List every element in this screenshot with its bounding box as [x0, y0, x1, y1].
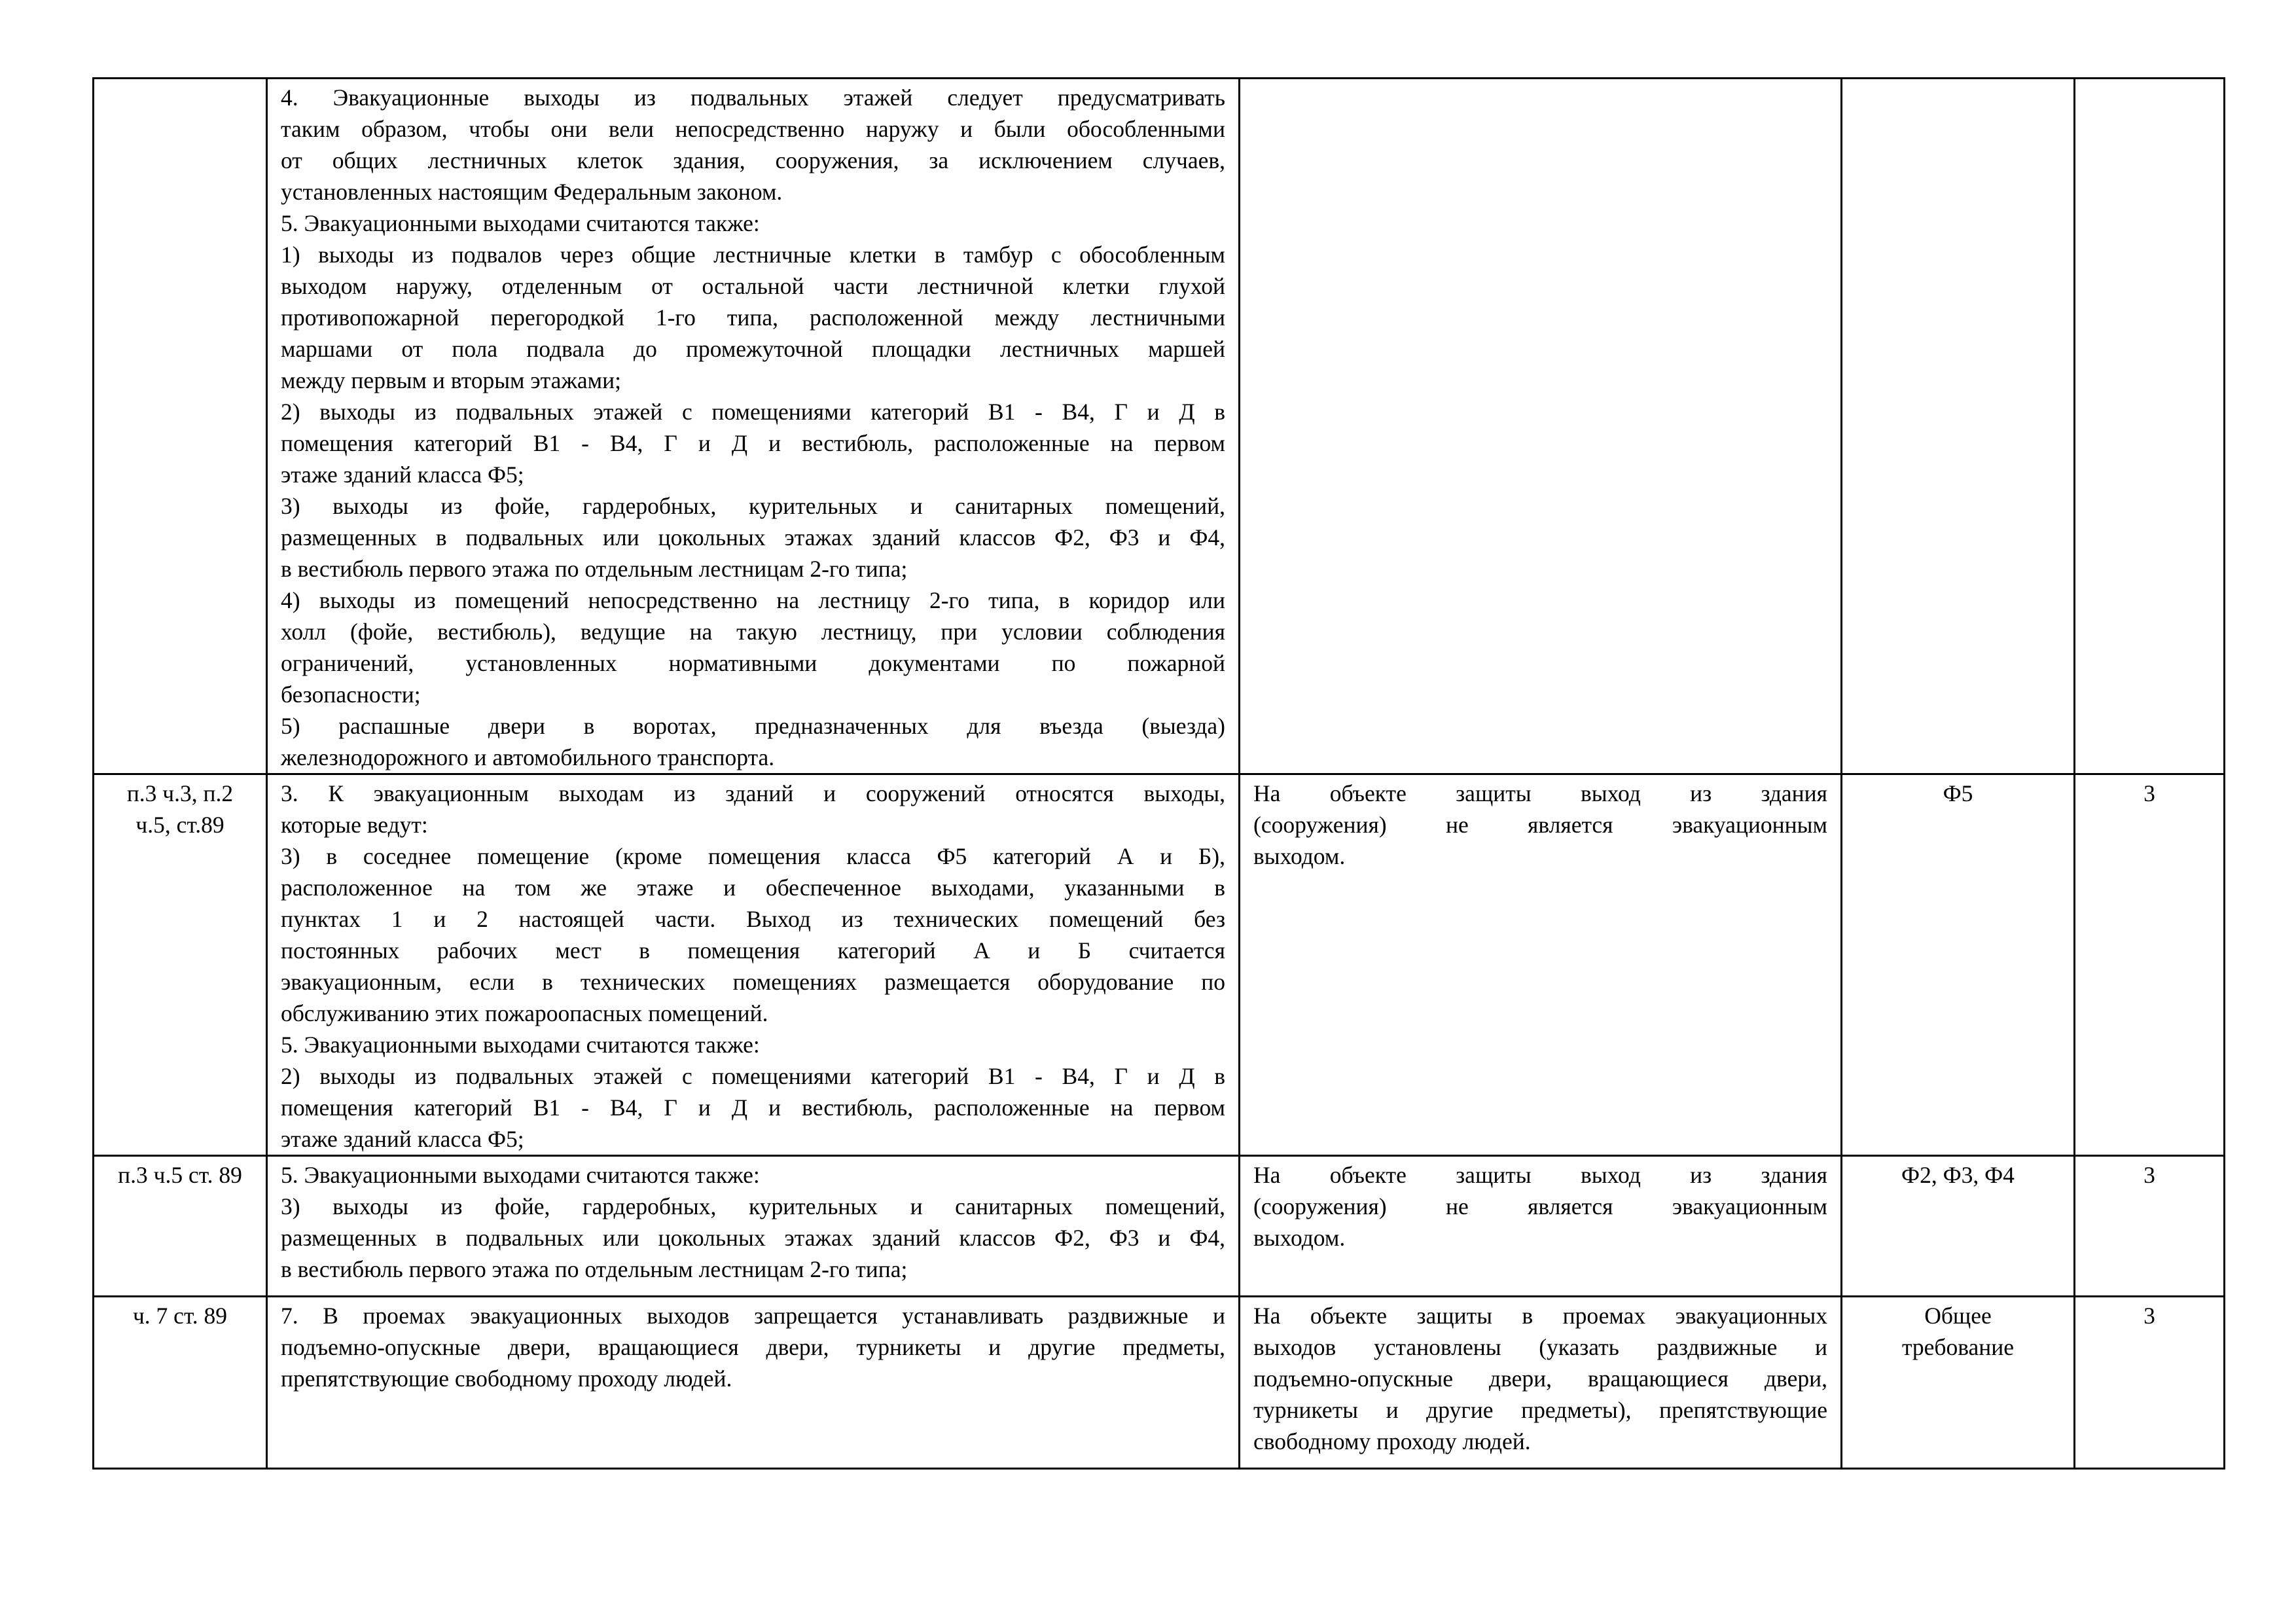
- requirement-line: 3. К эвакуационным выходам из зданий и сооружений относятся выходы,: [281, 780, 1225, 806]
- requirement-line: 3) выходы из фойе, гардеробных, курительных и санитарных помещений,: [281, 493, 1225, 519]
- law-reference-cell: п.3 ч.5 ст. 89: [94, 1156, 267, 1297]
- condition-line: выходом.: [1253, 843, 1346, 869]
- requirement-line: 5. Эвакуационными выходами считаются также:: [281, 1162, 760, 1188]
- condition-line: свободному проходу людей.: [1253, 1428, 1531, 1454]
- condition-line: (сооружения) не является эвакуационным: [1253, 1193, 1827, 1219]
- requirement-line: 2) выходы из подвальных этажей с помещениями категорий В1 - В4, Г и Д в: [281, 1063, 1225, 1089]
- law-reference-cell: [94, 79, 267, 774]
- requirements-table: [92, 77, 2225, 1470]
- requirements-table-body: [94, 79, 2225, 1469]
- condition-line: турникеты и другие предметы), препятствующие: [1253, 1397, 1827, 1423]
- risk-level-cell: 3: [2075, 1297, 2225, 1469]
- functional-class-cell: Ф5: [1842, 774, 2075, 1156]
- requirement-line: препятствующие свободному проходу людей.: [281, 1365, 732, 1392]
- requirement-line: 5. Эвакуационными выходами считаются также:: [281, 1032, 760, 1058]
- condition-line: подъемно-опускные двери, вращающиеся двери,: [1253, 1365, 1827, 1392]
- requirement-text-cell: [267, 774, 1240, 1156]
- requirement-line: установленных настоящим Федеральным законом.: [281, 179, 783, 205]
- law-reference-cell: ч. 7 ст. 89: [94, 1297, 267, 1469]
- requirement-line: выходом наружу, отделенным от остальной части лестничной клетки глухой: [281, 273, 1225, 299]
- risk-level-cell: 3: [2075, 774, 2225, 1156]
- requirement-line: ограничений, установленных нормативными документами по пожарной: [281, 650, 1225, 676]
- requirement-line: пунктах 1 и 2 настоящей части. Выход из технических помещений без: [281, 906, 1225, 932]
- table-row: [94, 1156, 2225, 1297]
- law-reference-cell: п.3 ч.3, п.2 ч.5, ст.89: [94, 774, 267, 1156]
- requirement-line: таким образом, чтобы они вели непосредственно наружу и были обособленными: [281, 116, 1225, 142]
- requirement-line: размещенных в подвальных или цокольных этажах зданий классов Ф2, Ф3 и Ф4,: [281, 1225, 1225, 1251]
- requirement-text-cell: [267, 1297, 1240, 1469]
- requirement-line: которые ведут:: [281, 812, 428, 838]
- table-row: [94, 774, 2225, 1156]
- requirement-line: 7. В проемах эвакуационных выходов запрещается устанавливать раздвижные и: [281, 1303, 1225, 1329]
- condition-line: На объекте защиты выход из здания: [1253, 780, 1827, 806]
- requirement-text-cell: [267, 1156, 1240, 1297]
- requirement-line: постоянных рабочих мест в помещения категорий А и Б считается: [281, 937, 1225, 964]
- table-row: [94, 79, 2225, 774]
- functional-class-cell: Общее требование: [1842, 1297, 2075, 1469]
- object-condition-cell: [1240, 1156, 1842, 1297]
- requirement-line: холл (фойе, вестибюль), ведущие на такую лестницу, при условии соблюдения: [281, 619, 1225, 645]
- requirement-line: этаже зданий класса Ф5;: [281, 461, 524, 488]
- requirement-text-cell: [267, 79, 1240, 774]
- condition-line: выходов установлены (указать раздвижные и: [1253, 1334, 1827, 1360]
- requirement-line: этаже зданий класса Ф5;: [281, 1126, 524, 1152]
- requirement-line: от общих лестничных клеток здания, сооружения, за исключением случаев,: [281, 147, 1225, 173]
- requirement-line: в вестибюль первого этажа по отдельным лестницам 2-го типа;: [281, 1256, 908, 1282]
- requirement-line: между первым и вторым этажами;: [281, 367, 621, 393]
- functional-class-cell: Ф2, Ф3, Ф4: [1842, 1156, 2075, 1297]
- condition-line: На объекте защиты в проемах эвакуационных: [1253, 1303, 1827, 1329]
- risk-level-cell: [2075, 79, 2225, 774]
- object-condition-cell: [1240, 79, 1842, 774]
- requirement-line: обслуживанию этих пожароопасных помещений.: [281, 1000, 768, 1026]
- requirement-line: эвакуационным, если в технических помещениях размещается оборудование по: [281, 969, 1225, 995]
- requirement-line: 3) выходы из фойе, гардеробных, курительных и санитарных помещений,: [281, 1193, 1225, 1219]
- requirement-line: размещенных в подвальных или цокольных этажах зданий классов Ф2, Ф3 и Ф4,: [281, 524, 1225, 550]
- requirement-line: подъемно-опускные двери, вращающиеся двери, турникеты и другие предметы,: [281, 1334, 1225, 1360]
- object-condition-cell: [1240, 774, 1842, 1156]
- condition-line: выходом.: [1253, 1225, 1346, 1251]
- requirement-line: в вестибюль первого этажа по отдельным лестницам 2-го типа;: [281, 556, 908, 582]
- condition-line: На объекте защиты выход из здания: [1253, 1162, 1827, 1188]
- requirement-line: помещения категорий В1 - В4, Г и Д и вестибюль, расположенные на первом: [281, 430, 1225, 456]
- requirement-line: 3) в соседнее помещение (кроме помещения класса Ф5 категорий А и Б),: [281, 843, 1225, 869]
- table-row: [94, 1297, 2225, 1469]
- requirement-line: 2) выходы из подвальных этажей с помещениями категорий В1 - В4, Г и Д в: [281, 399, 1225, 425]
- requirement-line: помещения категорий В1 - В4, Г и Д и вестибюль, расположенные на первом: [281, 1094, 1225, 1121]
- requirement-line: противопожарной перегородкой 1-го типа, расположенной между лестничными: [281, 304, 1225, 331]
- requirement-line: 5. Эвакуационными выходами считаются также:: [281, 210, 760, 236]
- functional-class-cell: [1842, 79, 2075, 774]
- requirement-line: 4. Эвакуационные выходы из подвальных этажей следует предусматривать: [281, 84, 1225, 111]
- requirement-line: 4) выходы из помещений непосредственно на лестницу 2-го типа, в коридор или: [281, 587, 1225, 613]
- requirement-line: железнодорожного и автомобильного транспорта.: [281, 744, 775, 770]
- requirement-line: маршами от пола подвала до промежуточной площадки лестничных маршей: [281, 336, 1225, 362]
- requirement-line: безопасности;: [281, 681, 421, 708]
- risk-level-cell: 3: [2075, 1156, 2225, 1297]
- requirement-line: 1) выходы из подвалов через общие лестничные клетки в тамбур с обособленным: [281, 242, 1225, 268]
- condition-line: (сооружения) не является эвакуационным: [1253, 812, 1827, 838]
- object-condition-cell: [1240, 1297, 1842, 1469]
- requirement-line: расположенное на том же этаже и обеспеченное выходами, указанными в: [281, 875, 1225, 901]
- requirement-line: 5) распашные двери в воротах, предназначенных для въезда (выезда): [281, 713, 1225, 739]
